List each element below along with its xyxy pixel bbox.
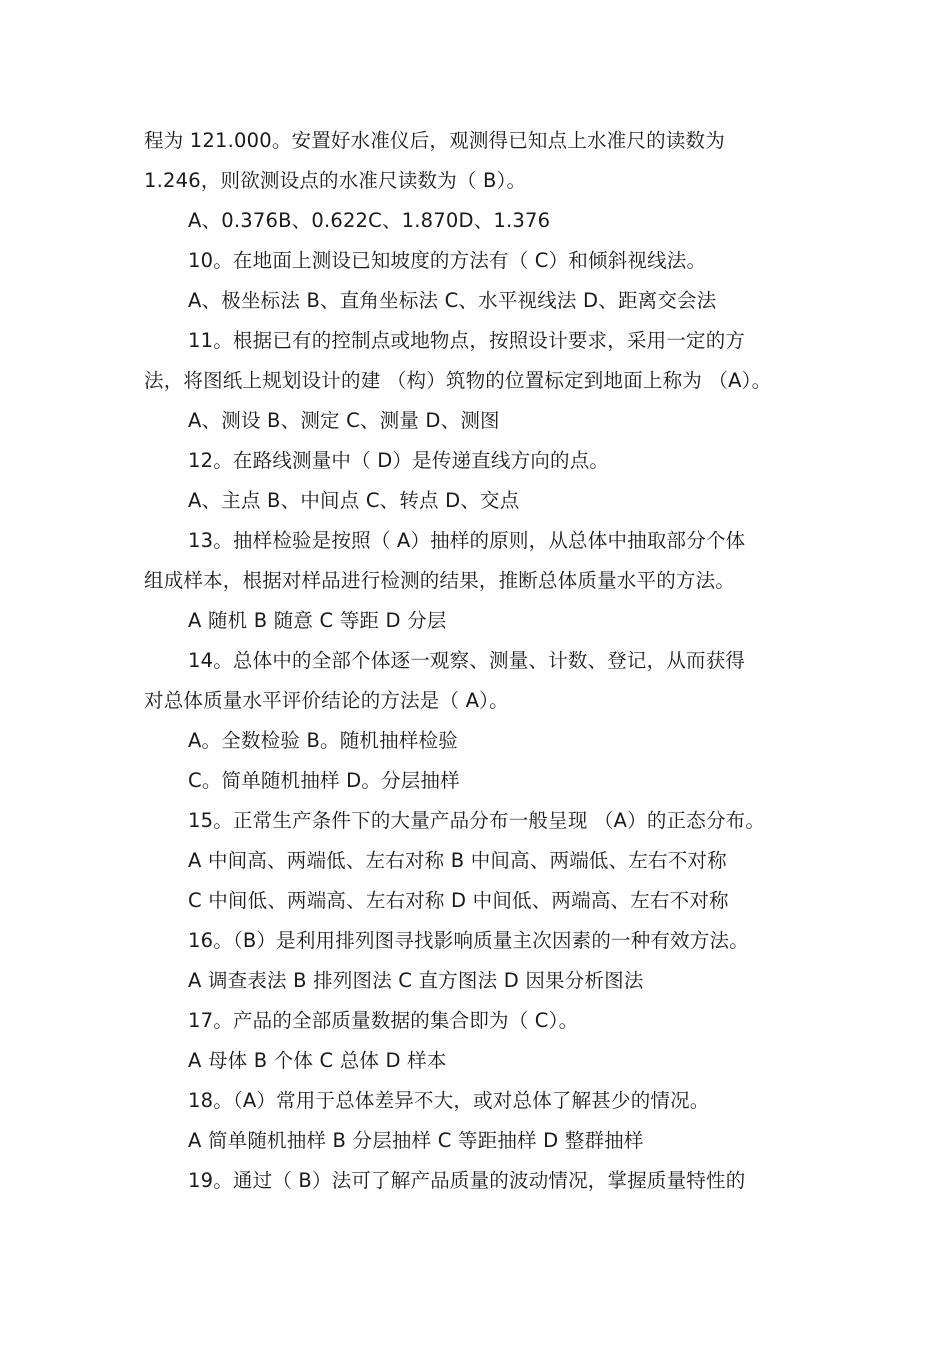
document-body xyxy=(144,121,824,1201)
question-12: 12。在路线测量中（ D）是传递直线方向的点。 xyxy=(188,449,610,472)
question-17: 17。产品的全部质量数据的集合即为（ C）。 xyxy=(188,1009,579,1032)
answer-options: C。简单随机抽样 D。分层抽样 xyxy=(188,769,460,792)
text-line: 法，将图纸上规划设计的建 （构）筑物的位置标定到地面上称为 （A）。 xyxy=(144,369,772,392)
answer-options: C 中间低、两端高、左右对称 D 中间低、两端高、左右不对称 xyxy=(188,889,729,912)
answer-options: A、极坐标法 B、直角坐标法 C、水平视线法 D、距离交会法 xyxy=(188,289,717,312)
answer-options: A、主点 B、中间点 C、转点 D、交点 xyxy=(188,489,520,512)
question-13: 13。抽样检验是按照（ A）抽样的原则，从总体中抽取部分个体 xyxy=(188,529,746,552)
question-18: 18。（A）常用于总体差异不大，或对总体了解甚少的情况。 xyxy=(188,1089,710,1112)
text-line: 1.246，则欲测设点的水准尺读数为（ B）。 xyxy=(144,169,527,192)
question-11: 11。根据已有的控制点或地物点，按照设计要求，采用一定的方 xyxy=(188,329,746,352)
answer-options: A、0.376B、0.622C、1.870D、1.376 xyxy=(188,209,551,232)
answer-options: A、测设 B、测定 C、测量 D、测图 xyxy=(188,409,500,432)
answer-options: A 母体 B 个体 C 总体 D 样本 xyxy=(188,1049,447,1072)
answer-options: A。全数检验 B。随机抽样检验 xyxy=(188,729,458,752)
question-16: 16。（B）是利用排列图寻找影响质量主次因素的一种有效方法。 xyxy=(188,929,749,952)
question-19: 19。通过（ B）法可了解产品质量的波动情况，掌握质量特性的 xyxy=(188,1169,746,1192)
answer-options: A 中间高、两端低、左右对称 B 中间高、两端低、左右不对称 xyxy=(188,849,727,872)
question-14: 14。总体中的全部个体逐一观察、测量、计数、登记，从而获得 xyxy=(188,649,746,672)
answer-options: A 随机 B 随意 C 等距 D 分层 xyxy=(188,609,447,632)
answer-options: A 简单随机抽样 B 分层抽样 C 等距抽样 D 整群抽样 xyxy=(188,1129,644,1152)
question-15: 15。正常生产条件下的大量产品分布一般呈现 （A）的正态分布。 xyxy=(188,809,766,832)
text-line: 组成样本，根据对样品进行检测的结果，推断总体质量水平的方法。 xyxy=(144,569,736,592)
answer-options: A 调查表法 B 排列图法 C 直方图法 D 因果分析图法 xyxy=(188,969,644,992)
text-line: 程为 121.000。安置好水准仪后，观测得已知点上水准尺的读数为 xyxy=(144,129,725,152)
text-line: 对总体质量水平评价结论的方法是（ A）。 xyxy=(144,689,509,712)
question-10: 10。在地面上测设已知坡度的方法有（ C）和倾斜视线法。 xyxy=(188,249,707,272)
